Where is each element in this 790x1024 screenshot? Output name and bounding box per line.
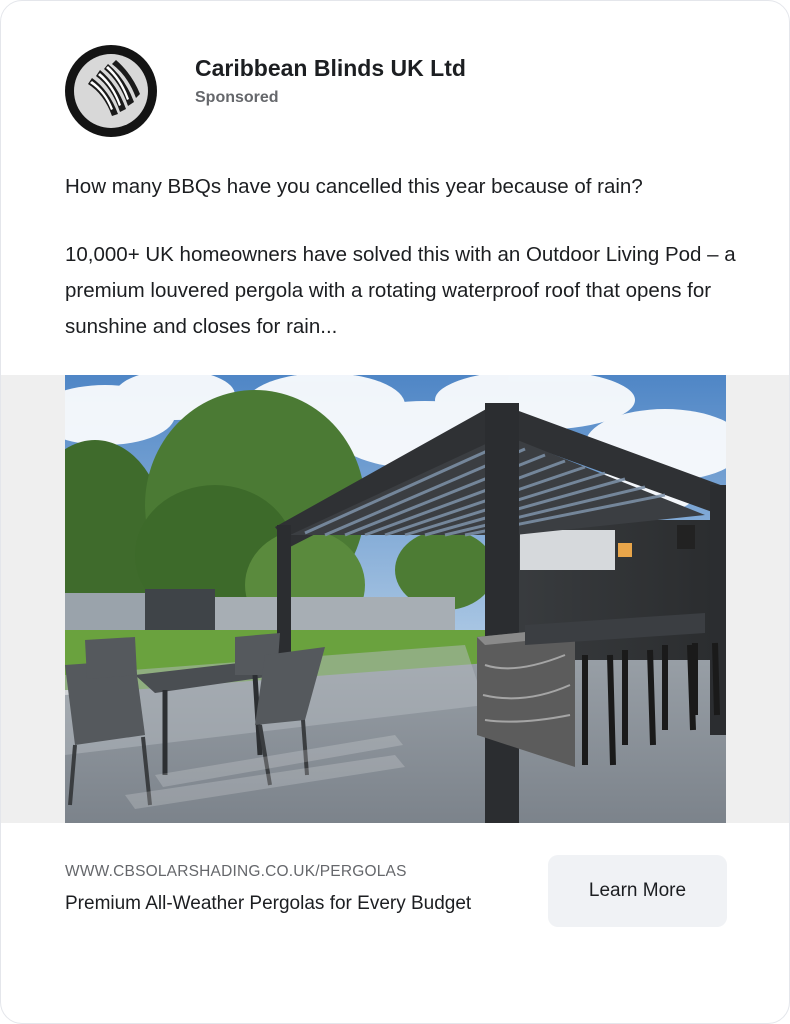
ad-image[interactable] <box>65 375 726 823</box>
link-headline[interactable]: Premium All-Weather Pergolas for Every Budget <box>65 893 472 914</box>
ad-header <box>65 45 466 137</box>
header-text <box>195 53 466 107</box>
advertiser-name[interactable]: Caribbean Blinds UK Ltd <box>195 55 466 81</box>
blinds-logo-icon <box>74 54 148 128</box>
sponsored-label: Sponsored <box>195 89 279 106</box>
link-url[interactable]: WWW.CBSOLARSHADING.CO.UK/PERGOLAS <box>65 863 407 880</box>
post-body <box>65 169 745 345</box>
post-paragraph: 10,000+ UK homeowners have solved this with an Outdoor Living Pod – a premium louvered pergola with a rotating waterproof roof that opens for sunshine and closes for rain... <box>65 243 736 338</box>
learn-more-button[interactable]: Learn More <box>548 855 727 927</box>
post-paragraph: How many BBQs have you cancelled this year because of rain? <box>65 175 643 198</box>
advertiser-avatar[interactable] <box>65 45 157 137</box>
